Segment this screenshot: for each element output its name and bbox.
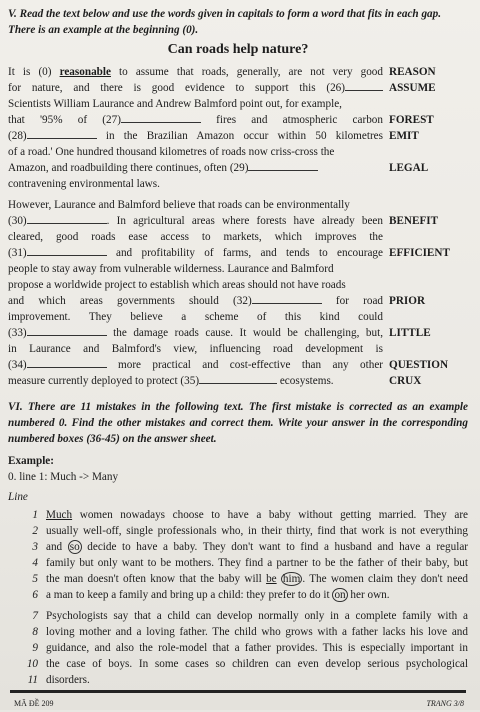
line-heading: Line bbox=[8, 491, 28, 503]
keyword: EMIT bbox=[389, 130, 419, 142]
numbered-line: 5 the man doesn't often know that the baby will be him . The women claim they don't need bbox=[32, 573, 468, 585]
numbered-line: 6 a man to keep a family and bring up a child: they prefer to do it on her own. bbox=[32, 589, 390, 601]
part5-instruction: V. Read the text below and use the words given in capitals to form a word that fits in each gap. There is an example at the beginning (0). bbox=[8, 8, 442, 36]
keyword: QUESTION bbox=[389, 359, 449, 371]
underlined-word: Much bbox=[46, 509, 73, 521]
keyword: PRIOR bbox=[389, 295, 426, 307]
numbered-line: 2 usually well-off, single professionals who, in their thirty, find that work is not everything bbox=[32, 525, 468, 537]
page-number: TRANG 3/8 bbox=[426, 699, 464, 708]
numbered-line: 3 and so decide to have a baby. They don't want to find a husband and have a regular bbox=[32, 541, 468, 553]
circled-word: on bbox=[334, 589, 346, 601]
keyword: ASSUME bbox=[389, 82, 436, 94]
word-formation-passage: It is (0) reasonable to assume that roads, generally, are not very good REASON for nature, and there is good evidence to support this (26) ASSUME Scientists William Laurance and Andrew Balmford point out, for example, that '95% of (27) fires and atmospheric carbon FOREST (28) in the Brazilian Amazon occur within 50 kilometres EMIT of a road.' One hundred thousand kilometres of roads now criss-cross the Amazon, and roadbuilding there continues, often (29) LEGAL contravening environmental laws. However, Laurance and Balmford believe that roads can be environmentally (30) . In agricultural areas where forests have already been BENEFIT cleared, good roads ease access to markets, which improves the (31) and profitability of farms, and tends to encourage EFFICIENT people to stay away from vulnerable wilderness. Laurance and Balmford propose a worldwide project to establish which areas should not have roads and which areas governments should (32) for road PRIOR improvement. They believe a scheme of this kind could (33) the damage roads cause. It would be challenging, but, LITTLE in Laurance and Balmford's view, influencing road development is (34) more practical and cost-effective than any other QUESTION measure currently deployed to protect (35) ecosystems. CRUX bbox=[8, 64, 468, 389]
numbered-line: 8 loving mother and a loving father. The child who grows with a father lacks his love and bbox=[32, 626, 468, 638]
circled-word: him bbox=[282, 573, 301, 585]
keyword: EFFICIENT bbox=[389, 247, 450, 259]
numbered-line: 7 Psychologists say that a child can develop normally only in a complete family with a bbox=[32, 610, 468, 622]
gap-35 bbox=[199, 383, 277, 384]
part6-instruction: VI. There are 11 mistakes in the following text. The first mistake is corrected as an example numbered 0. Find the other mistakes and correct them. Write your answer in the corresponding numbered boxes (36-45) on the answer sheet. bbox=[8, 401, 468, 445]
keyword: LEGAL bbox=[389, 162, 429, 174]
gap-34 bbox=[27, 367, 107, 368]
numbered-line: 1 Much women nowadays choose to have a baby without getting married. They are bbox=[32, 509, 468, 521]
footer-rule bbox=[10, 690, 466, 693]
numbered-line: 10 the case of boys. In some cases so children can even develop serious psychological bbox=[26, 658, 468, 670]
gap-31 bbox=[27, 255, 107, 256]
example-answer: reasonable bbox=[59, 66, 111, 78]
passage-title: Can roads help nature? bbox=[167, 42, 309, 57]
numbered-line: 11 disorders. bbox=[27, 674, 90, 686]
example-heading: Example: bbox=[8, 455, 54, 467]
numbered-line: 4 family but only want to be mothers. They find a partner to be the father of their baby, but bbox=[32, 557, 468, 569]
gap-29 bbox=[248, 170, 318, 171]
keyword: FOREST bbox=[389, 114, 434, 126]
passage-line: It is (0) reasonable to assume that roads, generally, are not very good REASON bbox=[8, 64, 468, 80]
gap-26 bbox=[345, 90, 383, 91]
underlined-word: be bbox=[266, 573, 277, 585]
example-line: 0. line 1: Much -> Many bbox=[8, 471, 119, 483]
gap-32 bbox=[252, 303, 322, 304]
numbered-line: 9 guidance, and also the role-model that a father provides. This is especially important in bbox=[32, 642, 468, 654]
gap-33 bbox=[27, 335, 107, 336]
gap-30 bbox=[27, 223, 107, 224]
error-correction-text bbox=[8, 507, 468, 688]
keyword: CRUX bbox=[389, 375, 422, 387]
keyword: BENEFIT bbox=[389, 215, 439, 227]
gap-28 bbox=[27, 138, 97, 139]
gap-27 bbox=[121, 122, 201, 123]
exam-code: MÃ ĐỀ 209 bbox=[14, 699, 54, 708]
circled-word: so bbox=[69, 541, 80, 553]
keyword: REASON bbox=[389, 66, 436, 78]
keyword: LITTLE bbox=[389, 327, 431, 339]
